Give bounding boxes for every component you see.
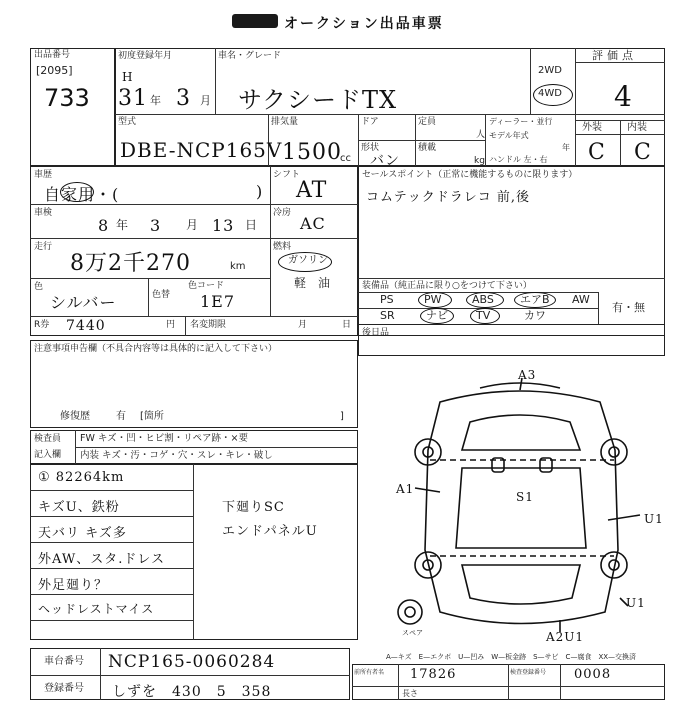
plate-label: 登録番号 (44, 683, 84, 694)
color-code-label: 色替 (152, 290, 171, 300)
fuel-light-oil: 軽 油 (294, 276, 331, 290)
model-year-label: モデル年式 (489, 131, 529, 140)
repair-value: 有 (116, 411, 126, 422)
equip-leather: カワ (524, 309, 546, 322)
lot-label: 出品番号 (34, 50, 71, 60)
model-year-unit: 年 (562, 143, 570, 152)
caution-label: 注意事項申告欄（不具合内容等は具体的に記入して下さい） (34, 344, 278, 354)
aircon-value: AC (300, 214, 326, 233)
load-unit: kg (474, 156, 485, 166)
expiry-day: 日 (342, 320, 352, 330)
mark-u1-right: U1 (644, 512, 664, 526)
inspector-note-6: ヘッドレストマイス (38, 602, 155, 616)
door-label: ドア (361, 117, 379, 127)
inspector-note-3: 天バリ キズ多 (38, 526, 127, 541)
plate-value: しずを 430 5 358 (112, 684, 272, 700)
displacement-unit: cc (340, 153, 351, 164)
drive-4wd: 4WD (538, 88, 562, 99)
spare-label: スペア (402, 629, 423, 637)
evaluation-label: 評価点 (592, 49, 637, 62)
aircon-label: 冷房 (273, 208, 292, 218)
inspector-note-1: ① 82264km (38, 470, 125, 485)
lot-number: 733 (44, 84, 90, 112)
model-value: DBE-NCP165V (120, 138, 283, 162)
notes-label: 後日品 (362, 328, 390, 338)
equip-airbag: エアB (520, 293, 550, 306)
mileage-label: 走行 (34, 242, 53, 252)
car-name-value: サクシードTX (238, 86, 398, 114)
registration-year-unit: 年 (150, 94, 161, 107)
expiry-label: 名変期限 (190, 320, 227, 330)
repair-place: [箇所 (140, 411, 164, 422)
drive-2wd: 2WD (538, 65, 562, 76)
evaluation-score: 4 (614, 80, 633, 113)
repair-label: 修復歴 (60, 411, 90, 422)
inspection-month-unit: 月 (186, 218, 199, 232)
equip-ps: PS (380, 293, 394, 306)
shift-value: AT (296, 178, 328, 203)
equip-abs: ABS (472, 293, 494, 306)
color-value: シルバー (50, 293, 117, 312)
diagram-legend: A—キズ E—エクボ U—凹み W—板金跡 S—サビ C—腐食 XX—交換済 (386, 653, 637, 661)
interior-grade: C (634, 140, 652, 165)
repair-place-close: ] (340, 411, 344, 422)
equip-tv: TV (476, 309, 491, 322)
header-title: オークション出品車票 (284, 16, 444, 32)
capacity-unit: 人 (476, 130, 486, 140)
equip-yes-no: 有・無 (612, 301, 645, 314)
fuel-label: 燃料 (273, 242, 292, 252)
mark-u1-lower: U1 (626, 596, 646, 610)
shape-label: 形状 (361, 143, 380, 153)
bottom-sub-label: 長さ (402, 689, 418, 698)
inspector-row-2: 内装 キズ・汚・コゲ・穴・スレ・キレ・破し (80, 450, 273, 461)
handle-label: ハンドル 左・右 (489, 155, 548, 164)
inspection-label: 車検 (34, 208, 53, 218)
usage-value: 自家用・( (44, 185, 120, 204)
color-label: 色 (34, 282, 44, 292)
inspection-day: 13 (212, 216, 235, 235)
color-code-label-2: 色コード (188, 281, 225, 291)
sales-point-value: コムテックドラレコ 前,後 (366, 190, 531, 205)
displacement-value: 1500 (282, 140, 342, 165)
equip-pw: PW (424, 293, 442, 306)
registration-month-unit: 月 (200, 94, 211, 107)
registration-month: 3 (176, 86, 191, 111)
usage-close: ) (256, 182, 264, 201)
shape-value: バン (370, 153, 400, 169)
inspection-day-unit: 日 (245, 218, 258, 232)
capacity-label: 定員 (418, 117, 437, 127)
lot-code: [2095] (36, 64, 73, 77)
usage-label: 車歴 (34, 170, 53, 180)
fuel-gasoline: ガソリン (288, 255, 328, 266)
inspector-label-1: 検査員 (34, 434, 62, 444)
mark-a2u1: A2U1 (546, 630, 585, 644)
color-code: 1E7 (200, 292, 236, 311)
dealer-label: ディーラー・並行 (489, 117, 553, 126)
bottom-label-a: 前所有者名 (354, 669, 385, 676)
inspector-label-2: 記入欄 (34, 450, 62, 460)
mark-s1: S1 (516, 490, 534, 504)
mark-a1: A1 (396, 482, 415, 496)
shift-label: シフト (273, 170, 301, 180)
mark-a3: A3 (518, 368, 537, 382)
registration-year: 31 (118, 86, 148, 111)
equip-navi: ナビ (426, 309, 448, 322)
bottom-value-b: 0008 (574, 667, 612, 682)
exterior-label: 外装 (582, 122, 602, 133)
bottom-value-a: 17826 (410, 667, 457, 682)
car-name-label: 車名・グレード (218, 51, 282, 61)
chassis-value: NCP165-0060284 (108, 652, 276, 672)
recycle-unit: 円 (166, 320, 176, 330)
inspector-note-right-2: エンドパネルU (222, 524, 318, 539)
inspection-month: 3 (150, 216, 162, 235)
exterior-grade: C (588, 140, 606, 165)
inspector-note-2: キズU、鉄粉 (38, 500, 120, 515)
inspection-year: 8 (98, 216, 110, 235)
equip-sr: SR (380, 309, 395, 322)
load-label: 積載 (418, 143, 437, 153)
inspector-note-5: 外足廻り？ (38, 578, 109, 593)
bottom-label-b: 検査登録番号 (510, 669, 547, 676)
chassis-label: 車台番号 (44, 656, 84, 667)
inspector-row-1: FW キズ・凹・ヒビ割・リペア跡・×要 (80, 433, 248, 444)
inspector-note-4: 外AW、スタ.ドレス (38, 552, 165, 567)
interior-label: 内装 (627, 122, 647, 133)
equipment-label: 装備品（純正品に限り○をつけて下さい） (362, 281, 532, 291)
equip-aw: AW (572, 293, 590, 306)
registration-label: 初度登録年月 (118, 51, 173, 61)
expiry-month: 月 (298, 320, 308, 330)
model-label: 型式 (118, 117, 137, 127)
sales-point-label: セールスポイント（正常に機能するものに限ります） (362, 170, 578, 180)
recycle-label: R券 (34, 320, 50, 330)
inspector-note-right-1: 下廻りSC (222, 500, 285, 515)
recycle-value: 7440 (66, 318, 106, 334)
inspection-year-unit: 年 (116, 218, 129, 232)
displacement-label: 排気量 (271, 117, 299, 127)
mileage-unit: km (230, 261, 246, 272)
mileage-value: 8万2千270 (70, 251, 191, 276)
registration-era: H (122, 70, 134, 84)
